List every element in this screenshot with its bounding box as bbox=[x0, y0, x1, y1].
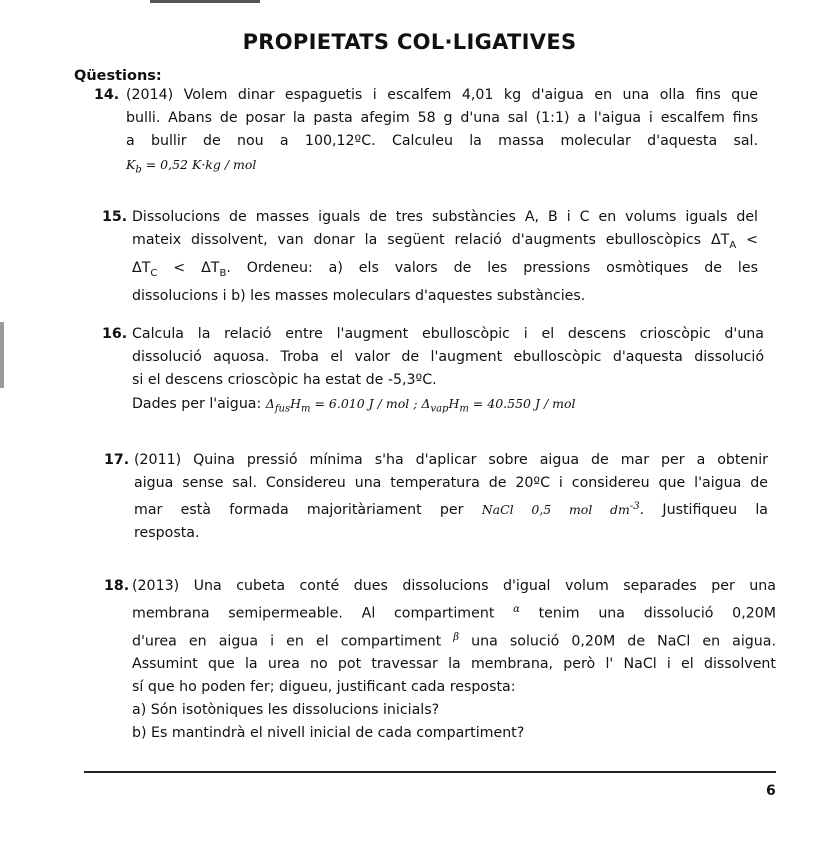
question-line: si el descens crioscòpic ha estat de -5,3ºC. bbox=[132, 372, 437, 388]
scan-artifact-left bbox=[0, 322, 4, 388]
question-line: (2013) Una cubeta conté dues dissolucions d'igual volum separades per una bbox=[132, 578, 776, 594]
question-line: d'urea en aigua i en el compartiment $^\beta$ una solució 0,20M de NaCl en aigua. bbox=[132, 631, 777, 650]
question-line: Assumint que la urea no pot travessar la membrana, però l' NaCl i el dissolvent bbox=[132, 656, 776, 673]
scan-artifact-top bbox=[150, 0, 260, 3]
question-line: a bullir de nou a 100,12ºC. Calculeu la massa molecular d'aquesta sal. bbox=[126, 133, 758, 149]
page-number: 6 bbox=[766, 783, 776, 799]
question-number: 17. bbox=[104, 452, 130, 468]
question-line: membrana semipermeable. Al compartiment $^\alpha$ tenim una dissolució 0,20M bbox=[132, 604, 776, 622]
formula-symbol: K bbox=[126, 157, 136, 172]
sub-question-a: a) Són isotòniques les dissolucions inicials? bbox=[132, 702, 440, 719]
sub-question-b: b) Es mantindrà el nivell inicial de cada compartiment? bbox=[132, 725, 525, 742]
formula-line bbox=[126, 153, 758, 182]
question-line: bulli. Abans de posar la pasta afegim 58 g d'una sal (1:1) a l'aigua i escalfem fins bbox=[126, 110, 758, 126]
question-number: 15. bbox=[102, 209, 128, 225]
question-line: dissolució aquosa. Troba el valor de l'augment ebulloscòpic d'aquesta dissolució bbox=[132, 349, 764, 365]
question-line: $\Delta T_C < \Delta T_B$. Ordeneu: a) els valors de les pressions osmòtiques de les bbox=[132, 259, 758, 279]
question-line: Dissolucions de masses iguals de tres substàncies A, B i C en volums iguals del bbox=[132, 209, 758, 225]
question-line: resposta. bbox=[134, 525, 200, 542]
question-line: dissolucions i b) les masses moleculars d'aquestes substàncies. bbox=[132, 287, 586, 304]
page-title: PROPIETATS COL·LIGATIVES bbox=[242, 30, 577, 54]
question-line: sí que ho poden fer; digueu, justificant cada resposta: bbox=[132, 679, 516, 696]
question-line: (2014) Volem dinar espaguetis i escalfem 4,01 kg d'aigua en una olla fins que bbox=[126, 87, 758, 103]
formula-value: = 0,52 K·kg / mol bbox=[141, 157, 257, 172]
question-line: Calcula la relació entre l'augment ebulloscòpic i el descens crioscòpic d'una bbox=[132, 326, 764, 342]
question-16 bbox=[102, 323, 764, 421]
data-line: Dades per l'aigua: $\Delta_{fus}H_m = 6.010$ J / mol ; $\Delta_{vap}H_m = 40.550$ J / mol bbox=[132, 396, 576, 415]
question-number: 16. bbox=[102, 326, 128, 342]
question-14 bbox=[94, 84, 758, 182]
question-number: 14. bbox=[94, 87, 120, 103]
question-line: mar està formada majoritàriament per NaCl 0,5 mol $dm^{-3}$. Justifiqueu la bbox=[134, 501, 768, 519]
question-17 bbox=[104, 449, 768, 545]
question-number: 18. bbox=[104, 578, 130, 594]
section-label: Qüestions: bbox=[74, 68, 162, 84]
question-18 bbox=[104, 575, 776, 745]
footer-rule bbox=[84, 771, 776, 773]
question-line: mateix dissolvent, van donar la següent relació d'augments ebulloscòpics $\Delta T_A$ < bbox=[132, 232, 758, 251]
question-line: aigua sense sal. Considereu una temperatura de 20ºC i considereu que l'aigua de bbox=[134, 475, 768, 491]
question-15 bbox=[102, 206, 758, 308]
question-line: (2011) Quina pressió mínima s'ha d'aplicar sobre aigua de mar per a obtenir bbox=[134, 452, 768, 468]
formula-subscript: b bbox=[135, 164, 142, 176]
